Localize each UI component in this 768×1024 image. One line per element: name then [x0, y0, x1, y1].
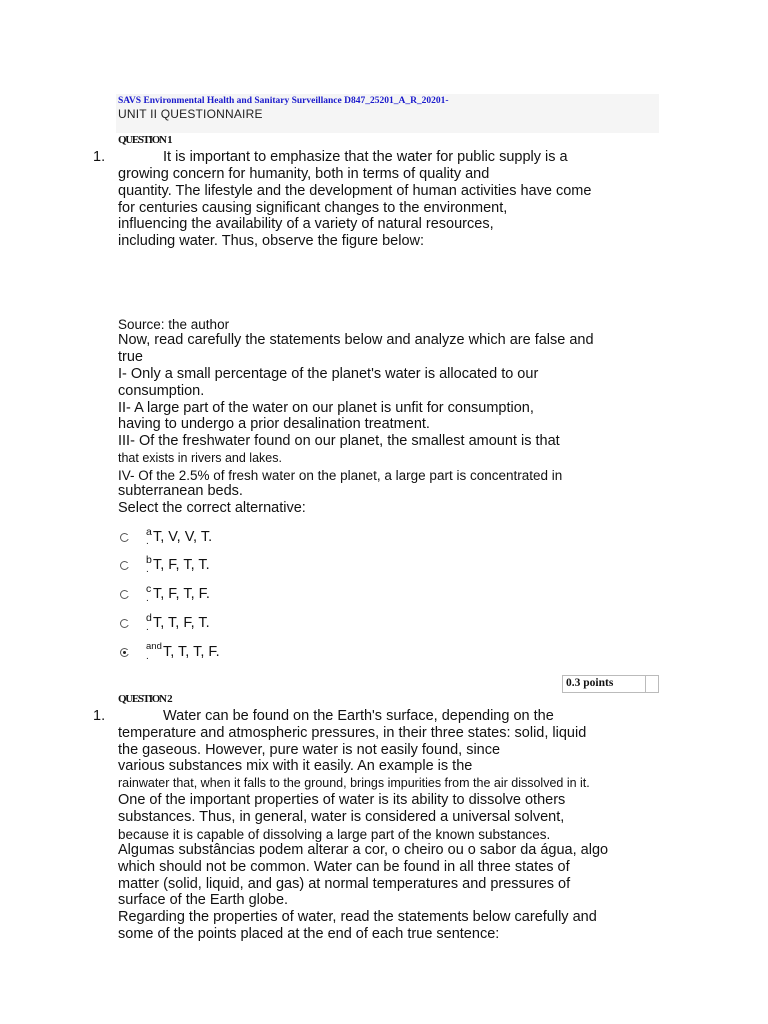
question-2-text-line: substances. Thus, in general, water is considered a universal solvent, [118, 809, 565, 825]
statement-line: III- Of the freshwater found on our planet, the smallest amount is that [118, 433, 560, 449]
question-1-text-line: including water. Thus, observe the figure below: [118, 233, 425, 249]
option-letter: and [146, 641, 162, 652]
question-2-label: QUESTION 2 [118, 693, 172, 705]
question-2-text-line: surface of the Earth globe. [118, 892, 289, 908]
question-1-label: QUESTION 1 [118, 134, 172, 146]
question-1-text-line: quantity. The lifestyle and the development of human activities have come [118, 183, 592, 199]
select-prompt: Select the correct alternative: [118, 500, 306, 516]
option-label: T, F, T, F. [153, 586, 210, 602]
question-1-text-line: influencing the availability of a variety of natural resources, [118, 216, 494, 232]
option-letter: b [146, 554, 152, 566]
option-e[interactable] [118, 641, 238, 663]
points-label: 0.3 points [566, 677, 614, 689]
question-1-text-line: for centuries causing significant changes to the environment, [118, 200, 508, 216]
figure-source: Source: the author [118, 317, 230, 332]
option-letter: a [146, 526, 152, 538]
question-1-text-line: growing concern for humanity, both in terms of quality and [118, 166, 490, 182]
option-label: T, T, F, T. [153, 615, 210, 631]
option-dot: . [146, 622, 149, 633]
question-2-text-line: Water can be found on the Earth's surface, depending on the [163, 708, 554, 724]
instruction-line: Now, read carefully the statements below and analyze which are false and [118, 332, 594, 348]
question-2-text-line: various substances mix with it easily. An example is the [118, 758, 473, 774]
question-2-text-line: rainwater that, when it falls to the ground, brings impurities from the air dissolved in it. [118, 776, 590, 790]
question-2-text-line: Algumas substâncias podem alterar a cor, o cheiro ou o sabor da água, algo [118, 842, 609, 858]
statement-line: subterranean beds. [118, 483, 243, 499]
instruction-line: true [118, 349, 143, 365]
question-2-text-line: which should not be common. Water can be found in all three states of [118, 859, 570, 875]
option-dot: . [146, 593, 149, 604]
question-2-text-line: One of the important properties of water is its ability to dissolve others [118, 792, 566, 808]
statement-line: I- Only a small percentage of the planet's water is allocated to our [118, 366, 539, 382]
statement-line: IV- Of the 2.5% of fresh water on the planet, a large part is concentrated in [118, 468, 563, 483]
question-2-text-line: the gaseous. However, pure water is not easily found, since [118, 742, 501, 758]
question-2-text-line: matter (solid, liquid, and gas) at normal temperatures and pressures of [118, 876, 571, 892]
question-1-number: 1. [93, 149, 106, 165]
option-dot: . [146, 536, 149, 547]
option-label: T, V, V, T. [153, 529, 213, 545]
option-b[interactable] [118, 554, 238, 576]
points-box [562, 675, 659, 693]
question-1-text-line: It is important to emphasize that the water for public supply is a [163, 149, 568, 165]
statement-line: having to undergo a prior desalination treatment. [118, 416, 430, 432]
option-letter: d [146, 612, 152, 624]
option-label: T, F, T, T. [153, 557, 210, 573]
option-label: T, T, T, F. [163, 644, 220, 660]
option-c[interactable] [118, 583, 238, 605]
unit-title: UNIT II QUESTIONNAIRE [118, 107, 263, 121]
option-d[interactable] [118, 612, 238, 634]
question-2-text-line: some of the points placed at the end of each true sentence: [118, 926, 500, 942]
option-letter: c [146, 583, 152, 595]
statement-line: consumption. [118, 383, 205, 399]
question-2-number: 1. [93, 708, 106, 724]
statement-line: II- A large part of the water on our planet is unfit for consumption, [118, 400, 534, 416]
question-2-text-line: because it is capable of dissolving a large part of the known substances. [118, 827, 551, 842]
option-dot: . [146, 564, 149, 575]
option-dot: . [146, 651, 149, 662]
statement-line: that exists in rivers and lakes. [118, 451, 282, 465]
question-2-text-line: Regarding the properties of water, read the statements below carefully and [118, 909, 597, 925]
option-a[interactable] [118, 526, 238, 548]
question-2-text-line: temperature and atmospheric pressures, in their three states: solid, liquid [118, 725, 587, 741]
course-title: SAVS Environmental Health and Sanitary Surveillance D847_25201_A_R_20201- [118, 96, 449, 106]
